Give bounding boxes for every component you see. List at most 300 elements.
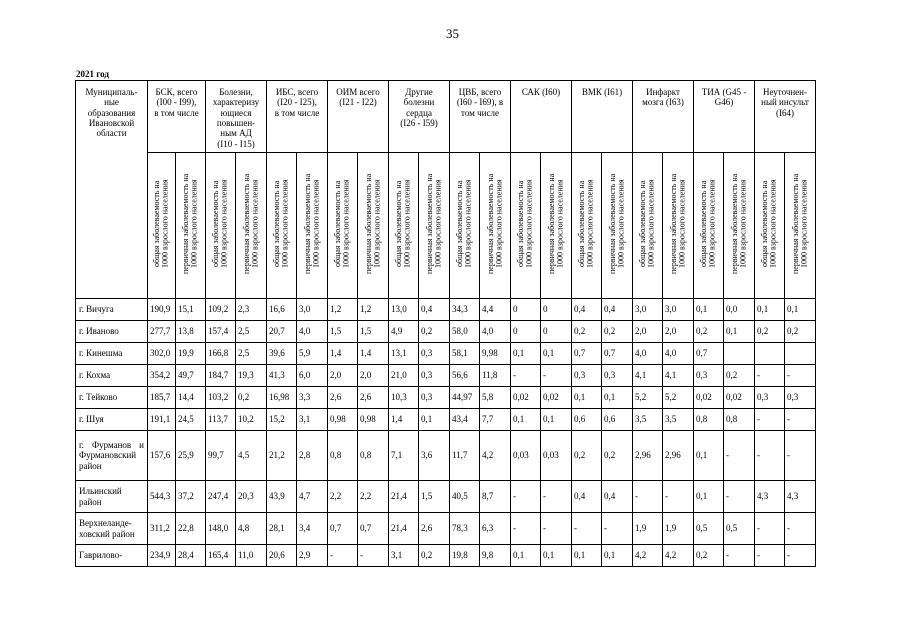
table-cell: 0,1 bbox=[724, 321, 755, 343]
table-cell: - bbox=[755, 409, 785, 431]
table-cell: 1,9 bbox=[633, 513, 663, 545]
sub-header-label: общая заболеваемость на 1000 взрослого населения bbox=[760, 180, 778, 269]
table-cell: 4,2 bbox=[633, 545, 663, 567]
general-morbidity-header bbox=[755, 153, 785, 299]
table-cell: 10,2 bbox=[236, 409, 267, 431]
year-label: 2021 год bbox=[76, 69, 109, 79]
table-cell bbox=[724, 343, 755, 365]
sub-header-label: первичная заболеваемость на 1000 взрослого населения bbox=[546, 174, 564, 275]
table-cell: 0,1 bbox=[602, 387, 633, 409]
table-cell: 0,02 bbox=[694, 387, 724, 409]
table-cell: 0,4 bbox=[602, 299, 633, 321]
table-cell: 20,3 bbox=[236, 481, 267, 513]
table-cell: 44,97 bbox=[450, 387, 480, 409]
table-cell: 234,9 bbox=[148, 545, 176, 567]
table-cell bbox=[755, 343, 785, 365]
table-row bbox=[76, 513, 816, 545]
table-cell: - bbox=[755, 513, 785, 545]
table-row bbox=[76, 365, 816, 387]
table-cell: 2,5 bbox=[236, 321, 267, 343]
table-cell: - bbox=[511, 481, 541, 513]
municipality-name: г. Вичуга bbox=[76, 299, 148, 321]
primary-morbidity-header bbox=[297, 153, 328, 299]
municipality-header: Муниципаль- ные образования Ивановской области bbox=[76, 81, 148, 299]
general-morbidity-header bbox=[206, 153, 236, 299]
group-header bbox=[450, 81, 511, 153]
table-cell: - bbox=[785, 431, 816, 481]
table-cell: 2,6 bbox=[328, 387, 358, 409]
table-cell: 0,3 bbox=[785, 387, 816, 409]
sub-header-label: первичная заболеваемость на 1000 взрослого населения bbox=[668, 174, 686, 275]
table-cell: 165,4 bbox=[206, 545, 236, 567]
table-cell: 58,1 bbox=[450, 343, 480, 365]
table-cell: 56,6 bbox=[450, 365, 480, 387]
table-cell: 4,8 bbox=[236, 513, 267, 545]
table-cell: 5,2 bbox=[663, 387, 694, 409]
table-cell: 0,5 bbox=[724, 513, 755, 545]
group-header bbox=[389, 81, 450, 153]
table-cell: 1,5 bbox=[358, 321, 389, 343]
table-cell: 2,3 bbox=[236, 299, 267, 321]
table-cell: 1,4 bbox=[389, 409, 419, 431]
table-cell: 3,5 bbox=[663, 409, 694, 431]
primary-morbidity-header bbox=[176, 153, 206, 299]
table-cell: 0,8 bbox=[724, 409, 755, 431]
group-header bbox=[267, 81, 328, 153]
table-cell: 0 bbox=[511, 321, 541, 343]
table-cell: 0,02 bbox=[541, 387, 572, 409]
table-cell: 4,0 bbox=[297, 321, 328, 343]
table-cell: 7,1 bbox=[389, 431, 419, 481]
table-cell: 103,2 bbox=[206, 387, 236, 409]
table-cell: 0,03 bbox=[541, 431, 572, 481]
table-cell: 22,8 bbox=[176, 513, 206, 545]
sub-header-label: общая заболеваемость на 1000 взрослого населения bbox=[394, 180, 412, 269]
table-cell: 24,5 bbox=[176, 409, 206, 431]
table-cell: 184,7 bbox=[206, 365, 236, 387]
table-cell: 11,7 bbox=[450, 431, 480, 481]
table-cell: - bbox=[541, 365, 572, 387]
table-cell: - bbox=[724, 481, 755, 513]
primary-morbidity-header bbox=[724, 153, 755, 299]
table-cell: 4,3 bbox=[785, 481, 816, 513]
group-header-label: ИБС, всего (I20 - I25), в том числе bbox=[274, 87, 320, 118]
table-cell: 9,8 bbox=[480, 545, 511, 567]
table-cell: 6,3 bbox=[480, 513, 511, 545]
table-cell: 4,1 bbox=[663, 365, 694, 387]
table-cell: 58,0 bbox=[450, 321, 480, 343]
group-header-label: САК (I60) bbox=[521, 87, 561, 97]
table-cell: 2,96 bbox=[633, 431, 663, 481]
table-cell: 0,03 bbox=[511, 431, 541, 481]
table-row bbox=[76, 299, 816, 321]
table-cell: 3,4 bbox=[297, 513, 328, 545]
table-cell: 0,1 bbox=[511, 545, 541, 567]
table-row bbox=[76, 431, 816, 481]
table-cell: 1,2 bbox=[358, 299, 389, 321]
group-header-label: Инфаркт мозга (I63) bbox=[642, 87, 684, 108]
table-cell: 4,3 bbox=[755, 481, 785, 513]
group-header bbox=[328, 81, 389, 153]
group-header-label: Неуточнен- ный инсульт (I64) bbox=[761, 87, 809, 118]
general-morbidity-header bbox=[267, 153, 297, 299]
table-row bbox=[76, 409, 816, 431]
table-cell: 544,3 bbox=[148, 481, 176, 513]
general-morbidity-header bbox=[450, 153, 480, 299]
table-cell: 43,4 bbox=[450, 409, 480, 431]
municipality-name: г. Кохма bbox=[76, 365, 148, 387]
table-cell: 2,5 bbox=[236, 343, 267, 365]
table-cell: 166,8 bbox=[206, 343, 236, 365]
table-cell: 10,3 bbox=[389, 387, 419, 409]
group-header-label: ЦВБ, всего (I60 - I69), в том числе bbox=[456, 87, 504, 118]
table-cell: 5,8 bbox=[480, 387, 511, 409]
table-cell: - bbox=[572, 513, 602, 545]
table-cell: - bbox=[663, 481, 694, 513]
table-cell: 0,2 bbox=[694, 321, 724, 343]
table-cell: 28,1 bbox=[267, 513, 297, 545]
table-cell: - bbox=[541, 481, 572, 513]
table-cell: 2,0 bbox=[633, 321, 663, 343]
sub-header-label: общая заболеваемость на 1000 взрослого населения bbox=[152, 180, 170, 269]
table-cell: 5,2 bbox=[633, 387, 663, 409]
table-cell: 4,0 bbox=[663, 343, 694, 365]
table-cell: 0,3 bbox=[419, 343, 450, 365]
table-cell: 4,7 bbox=[297, 481, 328, 513]
table-cell: - bbox=[633, 481, 663, 513]
table-cell: 9,98 bbox=[480, 343, 511, 365]
municipality-name: Ильинский район bbox=[76, 481, 148, 513]
group-header-label: БСК, всего (I00 - I99), в том числе bbox=[154, 87, 199, 118]
table-cell: 49,7 bbox=[176, 365, 206, 387]
table-cell: 0,1 bbox=[602, 545, 633, 567]
table-cell: 0,8 bbox=[358, 431, 389, 481]
table-cell: 0,4 bbox=[419, 299, 450, 321]
table-cell: 2,8 bbox=[297, 431, 328, 481]
table-cell: 0,6 bbox=[572, 409, 602, 431]
table-cell: 0,2 bbox=[419, 321, 450, 343]
table-cell: 2,6 bbox=[358, 387, 389, 409]
group-header-label: ВМК (I61) bbox=[581, 87, 623, 97]
table-cell: 113,7 bbox=[206, 409, 236, 431]
general-morbidity-header bbox=[328, 153, 358, 299]
table-cell: 4,0 bbox=[480, 321, 511, 343]
table-cell: 2,2 bbox=[328, 481, 358, 513]
table-cell: 3,0 bbox=[297, 299, 328, 321]
group-header-label: Болезни, характеризу ющиеся повышен- ным АД (I10 - I15) bbox=[212, 87, 260, 149]
table-cell: 16,98 bbox=[267, 387, 297, 409]
table-cell: 8,7 bbox=[480, 481, 511, 513]
table-cell: 0,3 bbox=[419, 365, 450, 387]
table-cell: 190,9 bbox=[148, 299, 176, 321]
table-cell: 2,96 bbox=[663, 431, 694, 481]
sub-header-label: общая заболеваемость на 1000 взрослого населения bbox=[211, 180, 229, 269]
group-header-label: ТИА (G45 - G46) bbox=[701, 87, 747, 108]
municipality-name: г. Шуя bbox=[76, 409, 148, 431]
primary-morbidity-header bbox=[480, 153, 511, 299]
municipality-name: Гаврилово- bbox=[76, 545, 148, 567]
table-cell: 0,0 bbox=[724, 299, 755, 321]
table-cell: 109,2 bbox=[206, 299, 236, 321]
sub-header-label: общая заболеваемость на 1000 взрослого населения bbox=[333, 180, 351, 269]
table-cell: 19,9 bbox=[176, 343, 206, 365]
group-header-label: ОИМ всего (I21 - I22) bbox=[336, 87, 380, 108]
sub-header-label: первичная заболеваемость на 1000 взрослого населения bbox=[424, 174, 442, 275]
sub-header-label: общая заболеваемость на 1000 взрослого населения bbox=[272, 180, 290, 269]
table-cell: 4,0 bbox=[633, 343, 663, 365]
table-cell: 0,02 bbox=[511, 387, 541, 409]
table-cell: 0,1 bbox=[511, 343, 541, 365]
sub-header-label: первичная заболеваемость на 1000 взрослого населения bbox=[302, 174, 320, 275]
primary-morbidity-header bbox=[236, 153, 267, 299]
table-cell: 0,1 bbox=[694, 431, 724, 481]
primary-morbidity-header bbox=[541, 153, 572, 299]
group-header-label: Другие болезни сердца (I26 - I59) bbox=[400, 87, 438, 129]
table-cell: 1,9 bbox=[663, 513, 694, 545]
group-header bbox=[511, 81, 572, 153]
table-cell: - bbox=[755, 365, 785, 387]
table-cell: 0,8 bbox=[328, 431, 358, 481]
table-row bbox=[76, 481, 816, 513]
table-cell: 11,0 bbox=[236, 545, 267, 567]
primary-morbidity-header bbox=[602, 153, 633, 299]
table-cell: - bbox=[511, 513, 541, 545]
table-cell: 2,0 bbox=[663, 321, 694, 343]
sub-header-label: первичная заболеваемость на 1000 взрослого населения bbox=[181, 174, 199, 275]
general-morbidity-header bbox=[633, 153, 663, 299]
primary-morbidity-header bbox=[785, 153, 816, 299]
table-cell: 4,5 bbox=[236, 431, 267, 481]
table-cell: 6,0 bbox=[297, 365, 328, 387]
table-cell: - bbox=[328, 545, 358, 567]
sub-header-label: общая заболеваемость на 1000 взрослого населения bbox=[699, 180, 717, 269]
table-cell: 157,4 bbox=[206, 321, 236, 343]
table-cell: 3,0 bbox=[633, 299, 663, 321]
table-cell: 4,2 bbox=[663, 545, 694, 567]
table-cell: 3,6 bbox=[419, 431, 450, 481]
municipality-name: г. Фурманов и Фурмановский район bbox=[76, 431, 148, 481]
table-cell: - bbox=[511, 365, 541, 387]
table-cell: 7,7 bbox=[480, 409, 511, 431]
table-cell: 3,3 bbox=[297, 387, 328, 409]
sub-header-label: первичная заболеваемость на 1000 взрослого населения bbox=[363, 174, 381, 275]
table-cell: 4,9 bbox=[389, 321, 419, 343]
sub-header-label: общая заболеваемость на 1000 взрослого населения bbox=[516, 180, 534, 269]
table-cell: 0,2 bbox=[572, 431, 602, 481]
table-cell: 0,2 bbox=[785, 321, 816, 343]
table-cell: 0,2 bbox=[236, 387, 267, 409]
table-row bbox=[76, 343, 816, 365]
table-row bbox=[76, 545, 816, 567]
group-header bbox=[633, 81, 694, 153]
table-cell: 13,8 bbox=[176, 321, 206, 343]
table-cell: 191,1 bbox=[148, 409, 176, 431]
table-cell: 19,8 bbox=[450, 545, 480, 567]
table-cell: - bbox=[755, 431, 785, 481]
table-cell: - bbox=[785, 513, 816, 545]
sub-header-label: общая заболеваемость на 1000 взрослого населения bbox=[638, 180, 656, 269]
table-cell: 311,2 bbox=[148, 513, 176, 545]
table-cell: 19,3 bbox=[236, 365, 267, 387]
table-cell: 0,4 bbox=[572, 299, 602, 321]
table-cell: 40,5 bbox=[450, 481, 480, 513]
general-morbidity-header bbox=[572, 153, 602, 299]
table-cell: 302,0 bbox=[148, 343, 176, 365]
table-cell: 5,9 bbox=[297, 343, 328, 365]
general-morbidity-header bbox=[148, 153, 176, 299]
municipality-name: г. Тейково bbox=[76, 387, 148, 409]
table-cell: - bbox=[602, 513, 633, 545]
table-cell: 78,3 bbox=[450, 513, 480, 545]
sub-header-label: первичная заболеваемость на 1000 взрослого населения bbox=[790, 174, 808, 275]
sub-header-label: первичная заболеваемость на 1000 взрослого населения bbox=[485, 174, 503, 275]
primary-morbidity-header bbox=[663, 153, 694, 299]
table-cell: 2,9 bbox=[297, 545, 328, 567]
table-cell: 3,5 bbox=[633, 409, 663, 431]
table-cell: 0,1 bbox=[419, 409, 450, 431]
table-cell: 0,3 bbox=[572, 365, 602, 387]
primary-morbidity-header bbox=[358, 153, 389, 299]
sub-header-label: общая заболеваемость на 1000 взрослого населения bbox=[577, 180, 595, 269]
table-cell: 0,3 bbox=[419, 387, 450, 409]
table-cell: 43,9 bbox=[267, 481, 297, 513]
table-cell: 34,3 bbox=[450, 299, 480, 321]
table-cell: 0,2 bbox=[724, 365, 755, 387]
table-cell: - bbox=[724, 431, 755, 481]
group-header bbox=[206, 81, 267, 153]
table-cell: 1,4 bbox=[328, 343, 358, 365]
primary-morbidity-header bbox=[419, 153, 450, 299]
table-cell: 99,7 bbox=[206, 431, 236, 481]
table-cell: 0,7 bbox=[572, 343, 602, 365]
table-cell: - bbox=[541, 513, 572, 545]
table-cell: 0,3 bbox=[755, 387, 785, 409]
table-cell: 2,0 bbox=[328, 365, 358, 387]
municipality-name: Верхнеланде-ховский район bbox=[76, 513, 148, 545]
table-cell: 20,7 bbox=[267, 321, 297, 343]
table-cell: 21,4 bbox=[389, 481, 419, 513]
table-cell: 37,2 bbox=[176, 481, 206, 513]
table-cell: 0 bbox=[511, 299, 541, 321]
table-cell: 13,0 bbox=[389, 299, 419, 321]
table-cell: 15,1 bbox=[176, 299, 206, 321]
table-cell: 0,7 bbox=[602, 343, 633, 365]
table-cell: 0,3 bbox=[602, 365, 633, 387]
group-header bbox=[148, 81, 206, 153]
group-header bbox=[572, 81, 633, 153]
table-cell: 11,8 bbox=[480, 365, 511, 387]
table-cell: 21,4 bbox=[389, 513, 419, 545]
table-cell: 4,2 bbox=[480, 431, 511, 481]
table-cell: 0,02 bbox=[724, 387, 755, 409]
table-cell: - bbox=[785, 409, 816, 431]
table-cell: 1,5 bbox=[328, 321, 358, 343]
sub-header-label: первичная заболеваемость на 1000 взрослого населения bbox=[607, 174, 625, 275]
table-cell: 0,7 bbox=[358, 513, 389, 545]
table-cell: 21,2 bbox=[267, 431, 297, 481]
table-cell: 20,6 bbox=[267, 545, 297, 567]
table-cell: 1,4 bbox=[358, 343, 389, 365]
table-cell: 41,3 bbox=[267, 365, 297, 387]
table-cell: 0,2 bbox=[755, 321, 785, 343]
table-cell: - bbox=[724, 545, 755, 567]
sub-header-label: общая заболеваемость на 1000 взрослого населения bbox=[455, 180, 473, 269]
group-header bbox=[694, 81, 755, 153]
table-cell: 0,1 bbox=[572, 545, 602, 567]
table-cell: 0,2 bbox=[602, 431, 633, 481]
table-cell: 4,4 bbox=[480, 299, 511, 321]
table-cell: 0,98 bbox=[358, 409, 389, 431]
table-cell: 3,1 bbox=[297, 409, 328, 431]
table-cell: 1,5 bbox=[419, 481, 450, 513]
table-cell: - bbox=[785, 365, 816, 387]
table-cell: 0,2 bbox=[419, 545, 450, 567]
table-cell: - bbox=[358, 545, 389, 567]
table-cell: 4,1 bbox=[633, 365, 663, 387]
table-cell: 0,1 bbox=[541, 409, 572, 431]
table-cell: 1,2 bbox=[328, 299, 358, 321]
table-cell: 16,6 bbox=[267, 299, 297, 321]
table-cell: 0,8 bbox=[694, 409, 724, 431]
table-row bbox=[76, 321, 816, 343]
table-cell: 0,1 bbox=[572, 387, 602, 409]
table-cell: 185,7 bbox=[148, 387, 176, 409]
table-cell: - bbox=[785, 545, 816, 567]
table-cell: 28,4 bbox=[176, 545, 206, 567]
table-cell: 247,4 bbox=[206, 481, 236, 513]
table-cell: 0,4 bbox=[602, 481, 633, 513]
group-header bbox=[755, 81, 816, 153]
table-cell: 2,0 bbox=[358, 365, 389, 387]
table-cell: 0,6 bbox=[602, 409, 633, 431]
table-cell: 3,1 bbox=[389, 545, 419, 567]
table-cell: 0,7 bbox=[328, 513, 358, 545]
table-cell: 0,5 bbox=[694, 513, 724, 545]
table-cell: 0 bbox=[541, 321, 572, 343]
sub-header-label: первичная заболеваемость на 1000 взрослого населения bbox=[241, 174, 259, 275]
table-cell: 0,98 bbox=[328, 409, 358, 431]
municipality-name: г. Кинешма bbox=[76, 343, 148, 365]
table-cell: 2,6 bbox=[419, 513, 450, 545]
table-cell: 0,1 bbox=[694, 481, 724, 513]
table-cell: 21,0 bbox=[389, 365, 419, 387]
table-cell: - bbox=[755, 545, 785, 567]
table-cell: 14,4 bbox=[176, 387, 206, 409]
table-cell: 157,6 bbox=[148, 431, 176, 481]
table-cell: 25,9 bbox=[176, 431, 206, 481]
table-cell: 13,1 bbox=[389, 343, 419, 365]
general-morbidity-header bbox=[389, 153, 419, 299]
table-cell: 0,2 bbox=[572, 321, 602, 343]
municipality-name: г. Иваново bbox=[76, 321, 148, 343]
table-cell: 0,1 bbox=[511, 409, 541, 431]
table-cell: 0,2 bbox=[602, 321, 633, 343]
table-row bbox=[76, 387, 816, 409]
general-morbidity-header bbox=[511, 153, 541, 299]
table-cell: 15,2 bbox=[267, 409, 297, 431]
table-cell: 0,3 bbox=[694, 365, 724, 387]
table-cell: 3,0 bbox=[663, 299, 694, 321]
morbidity-table bbox=[75, 80, 816, 567]
table-cell: 148,0 bbox=[206, 513, 236, 545]
table-cell: 0,4 bbox=[572, 481, 602, 513]
table-cell: 0,2 bbox=[694, 545, 724, 567]
table-cell: 354,2 bbox=[148, 365, 176, 387]
table-cell: 0,1 bbox=[694, 299, 724, 321]
page-number: 35 bbox=[446, 26, 459, 41]
table-cell: 0,1 bbox=[541, 545, 572, 567]
table-cell: 0,1 bbox=[541, 343, 572, 365]
